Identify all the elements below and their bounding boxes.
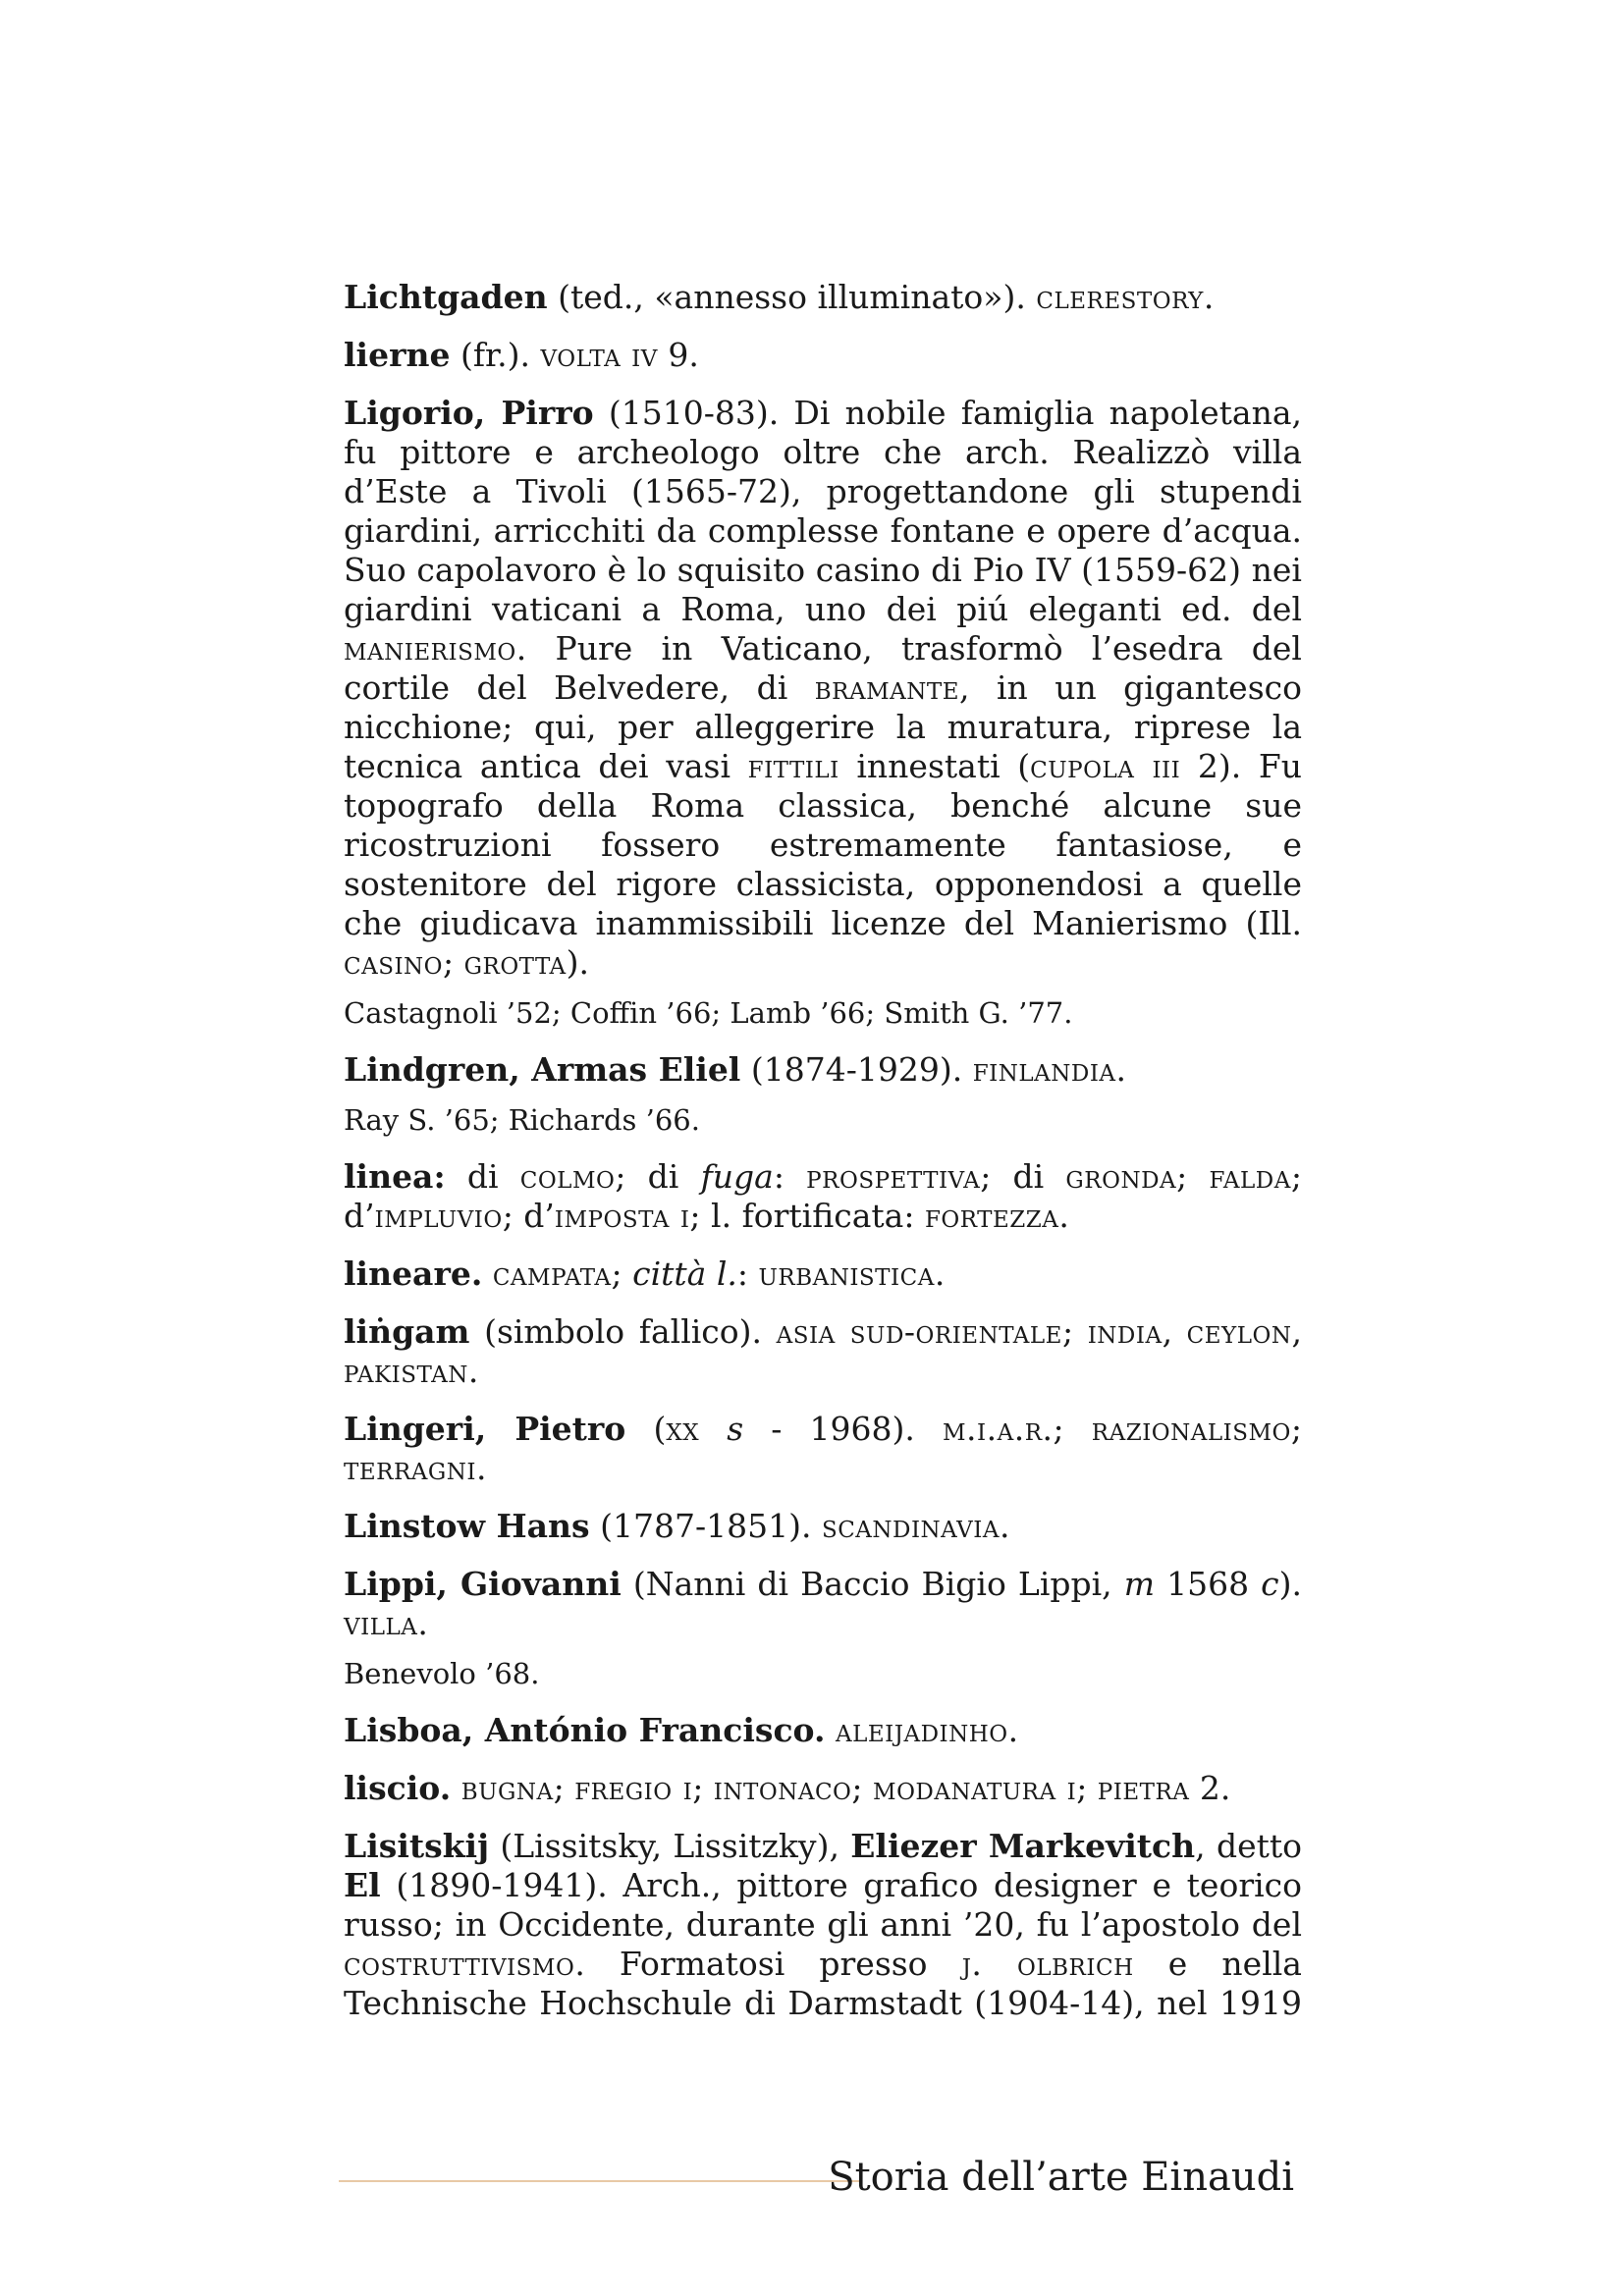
entry-text: (1787-1851). <box>589 1507 822 1545</box>
cross-reference: cupola iii <box>1030 747 1181 785</box>
entry-italic: c <box>1261 1565 1279 1603</box>
entry-italic: m <box>1123 1565 1156 1603</box>
cross-reference: modanatura i <box>873 1769 1077 1807</box>
footer-rule <box>339 2180 861 2182</box>
entry-text: (simbolo fallico). <box>469 1312 777 1351</box>
cross-reference: clerestory <box>1036 278 1204 316</box>
entry-text: ; <box>1176 1157 1210 1196</box>
footer-title: Storia dell’arte Einaudi <box>828 2155 1294 2200</box>
entry-text: 2. <box>1189 1769 1231 1807</box>
dictionary-entry <box>344 1050 1302 1090</box>
entry-text: ; <box>443 943 464 982</box>
entry-headword: linea: <box>344 1157 446 1196</box>
entry-text: ; <box>692 1769 714 1807</box>
entry-text: . <box>934 1255 946 1293</box>
entry-headword: lineare. <box>344 1255 483 1293</box>
entry-headword: lierne <box>344 336 451 374</box>
cross-reference: razionalismo <box>1091 1410 1291 1448</box>
dictionary-entries <box>344 278 1302 2042</box>
entry-text: , <box>1162 1312 1187 1351</box>
entry-text <box>451 1769 461 1807</box>
entry-headword: Lippi, Giovanni <box>344 1565 622 1603</box>
cross-reference: j. olbrich <box>961 1945 1134 1983</box>
entry-text: . Formatosi presso <box>574 1945 962 1983</box>
cross-reference: casino <box>344 943 444 982</box>
cross-reference: falda <box>1209 1157 1291 1196</box>
entry-text <box>482 1255 493 1293</box>
cross-reference: urbanistica <box>758 1255 935 1293</box>
entry-headword: Ligorio, Pirro <box>344 394 594 432</box>
cross-reference: m.i.a.r. <box>943 1410 1054 1448</box>
cross-reference: villa <box>344 1604 418 1642</box>
bibliography-refs: Benevolo ’68. <box>344 1657 540 1690</box>
entry-text: . <box>1058 1197 1069 1235</box>
entry-headword: Linstow Hans <box>344 1507 590 1545</box>
cross-reference: ceylon <box>1186 1312 1292 1351</box>
entry-text <box>825 1711 836 1749</box>
entry-text: 2). Fu topografo della Roma classica, benché alcune sue ricostruzioni fossero estremamente fantasiose, e sostenitore del rigore classicista, opponendosi a quelle che giudicava inammissibili licenze del Manierismo (Ill. <box>344 747 1302 942</box>
dictionary-entry <box>344 1312 1302 1391</box>
entry-headword: Lichtgaden <box>344 278 548 316</box>
dictionary-entry <box>344 1827 1302 2023</box>
entry-headword: El <box>344 1866 381 1904</box>
cross-reference: impluvio <box>374 1197 503 1235</box>
entry-text: ; <box>553 1769 575 1807</box>
entry-text: ; <box>1061 1312 1088 1351</box>
cross-reference: volta iv <box>540 336 658 374</box>
cross-reference: bramante <box>814 668 959 707</box>
entry-text: ; <box>851 1769 874 1807</box>
entry-headword: Lisitskij <box>344 1827 490 1865</box>
cross-reference: manierismo <box>344 629 516 667</box>
entry-text: ; di <box>615 1157 701 1196</box>
entry-text: ; <box>1076 1769 1098 1807</box>
entry-headword: Lingeri, Pietro <box>344 1410 626 1448</box>
entry-text: : <box>773 1157 807 1196</box>
entry-text: 1568 <box>1155 1565 1262 1603</box>
entry-text: . <box>1007 1711 1019 1749</box>
cross-reference: pietra <box>1097 1769 1190 1807</box>
dictionary-entry <box>344 278 1302 317</box>
cross-reference: aleijadinho <box>835 1711 1008 1749</box>
entry-text: . <box>417 1604 428 1642</box>
entry-text: . <box>1115 1050 1127 1089</box>
entry-headword: Eliezer Markevitch <box>850 1827 1196 1865</box>
entry-text: , detto <box>1195 1827 1302 1865</box>
entry-text: , in un gigantesco nicchione; qui, per alleggerire la muratura, riprese la tecnica antica dei vasi <box>344 668 1302 785</box>
dictionary-entry <box>344 336 1302 375</box>
entry-text: ; d’ <box>344 1157 1302 1235</box>
entry-text: . <box>1203 278 1215 316</box>
entry-text: ( <box>625 1410 667 1448</box>
entry-text: , <box>1291 1312 1302 1351</box>
entry-italic: fuga <box>700 1157 774 1196</box>
entry-headword: liscio. <box>344 1769 452 1807</box>
cross-reference: grotta <box>463 943 567 982</box>
dictionary-entry <box>344 1565 1302 1643</box>
entry-text: e nella Technische Hochschule di Darmstadt (1904-14), nel 1919 <box>344 1945 1302 2022</box>
entry-text: ). <box>566 943 590 982</box>
dictionary-entry <box>344 1410 1302 1488</box>
entry-text: ; <box>1290 1410 1303 1448</box>
entry-text: (fr.). <box>450 336 541 374</box>
entry-text: . <box>999 1507 1010 1545</box>
cross-reference: costruttivismo <box>344 1945 575 1983</box>
cross-reference: colmo <box>519 1157 616 1196</box>
cross-reference: scandinavia <box>821 1507 1000 1545</box>
entry-text: (1510-83). Di nobile famiglia napoletana, fu pittore e archeologo oltre che arch. Realizzò villa d’Este a Tivoli (1565-72), progettandone gli stupendi giardini, arricchiti da complesse fontane e opere d’acqua. Suo capolavoro è lo squisito casino di Pio IV (1559-62) nei giardini vaticani a Roma, uno dei piú eleganti ed. del <box>344 394 1302 628</box>
dictionary-entry <box>344 1711 1302 1750</box>
cross-reference: fortezza <box>924 1197 1059 1235</box>
entry-text: ; <box>611 1255 633 1293</box>
entry-text: (1874-1929). <box>740 1050 973 1089</box>
dictionary-entry <box>344 1507 1302 1546</box>
entry-text: di <box>445 1157 520 1196</box>
entry-text: (Nanni di Baccio Bigio Lippi, <box>621 1565 1124 1603</box>
entry-text <box>699 1410 727 1448</box>
dictionary-entry <box>344 394 1302 983</box>
entry-headword: Lisboa, António Francisco. <box>344 1711 826 1749</box>
entry-text: . Pure in Vaticano, trasformò l’esedra del cortile del Belvedere, di <box>344 629 1302 707</box>
bibliography-refs: Ray S. ’65; Richards ’66. <box>344 1103 700 1137</box>
entry-text: . <box>467 1352 479 1390</box>
dictionary-entry <box>344 1157 1302 1236</box>
cross-reference: terragni <box>344 1449 476 1487</box>
dictionary-entry <box>344 1769 1302 1808</box>
entry-text: : <box>736 1255 759 1293</box>
entry-text: innestati ( <box>839 747 1031 785</box>
entry-headword: Lindgren, Armas Eliel <box>344 1050 741 1089</box>
cross-reference: xx <box>666 1410 700 1448</box>
bibliography-refs: Castagnoli ’52; Coffin ’66; Lamb ’66; Smith G. ’77. <box>344 996 1073 1030</box>
cross-reference: bugna <box>460 1769 554 1807</box>
cross-reference: gronda <box>1065 1157 1177 1196</box>
entry-text: ; l. fortificata: <box>689 1197 925 1235</box>
entry-italic: s <box>727 1410 744 1448</box>
cross-reference: pakistan <box>344 1352 468 1390</box>
entry-text: ). <box>1278 1565 1302 1603</box>
cross-reference: imposta i <box>554 1197 690 1235</box>
cross-reference: fregio i <box>574 1769 693 1807</box>
entry-text: - 1968). <box>743 1410 943 1448</box>
entry-text: ; <box>1053 1410 1092 1448</box>
entry-text: . <box>475 1449 487 1487</box>
entry-headword: liṅgam <box>344 1312 470 1351</box>
cross-reference: fittili <box>747 747 839 785</box>
cross-reference: prospettiva <box>806 1157 981 1196</box>
entry-text: (ted., «annesso illuminato»). <box>547 278 1037 316</box>
cross-reference: india <box>1087 1312 1163 1351</box>
entry-text: (Lissitsky, Lissitzky), <box>489 1827 851 1865</box>
entry-text: 9. <box>657 336 699 374</box>
cross-reference: campata <box>492 1255 612 1293</box>
dictionary-entry <box>344 1255 1302 1294</box>
entry-text: (1890-1941). Arch., pittore grafico designer e teorico russo; in Occidente, durante gli anni ’20, fu l’apostolo del <box>344 1866 1302 1944</box>
cross-reference: intonaco <box>713 1769 852 1807</box>
entry-text: ; di <box>980 1157 1066 1196</box>
entry-italic: città l. <box>632 1255 737 1293</box>
cross-reference: finlandia <box>972 1050 1116 1089</box>
cross-reference: asia sud-orientale <box>776 1312 1062 1351</box>
entry-text: ; d’ <box>502 1197 555 1235</box>
